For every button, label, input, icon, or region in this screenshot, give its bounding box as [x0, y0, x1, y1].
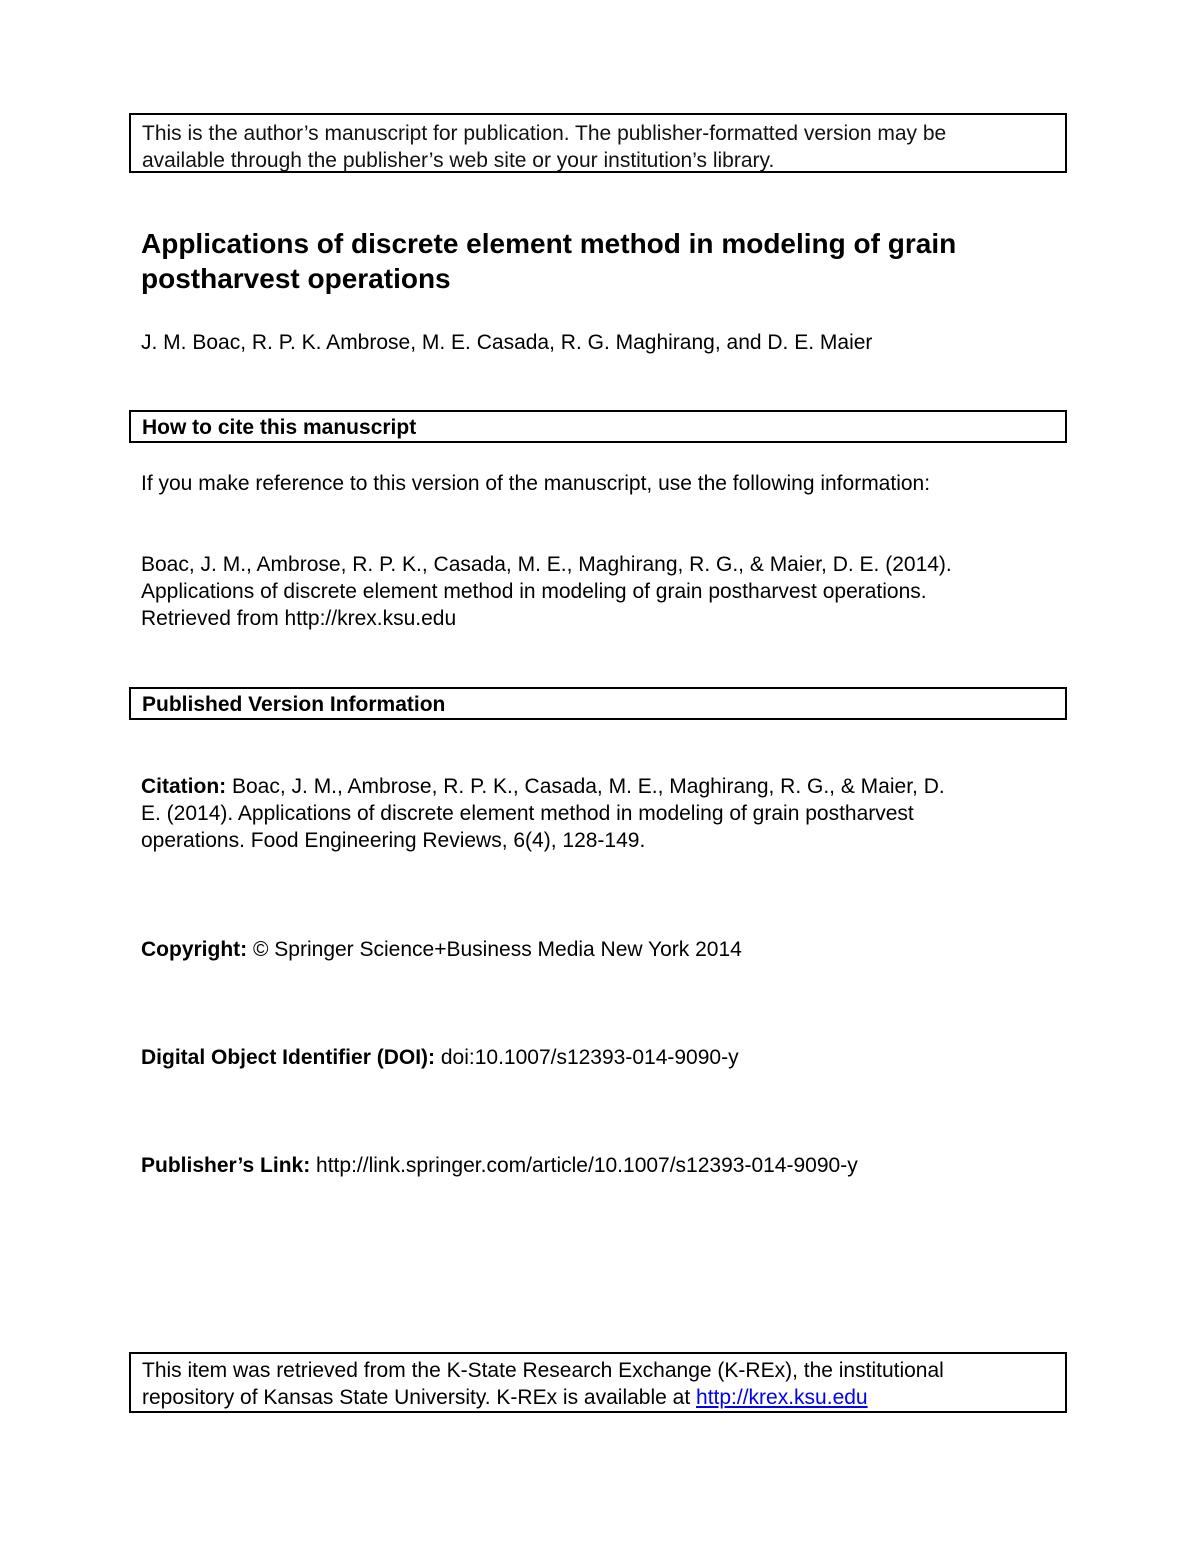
citation-block	[141, 773, 1061, 854]
cite-heading-text: How to cite this manuscript	[142, 416, 417, 439]
doi-label: Digital Object Identifier (DOI):	[141, 1046, 436, 1069]
citation-line-2: E. (2014). Applications of discrete element method in modeling of grain postharvest	[141, 802, 914, 825]
publisher-link-label: Publisher’s Link:	[141, 1154, 311, 1177]
author-list: J. M. Boac, R. P. K. Ambrose, M. E. Casada, R. G. Maghirang, and D. E. Maier	[141, 331, 873, 354]
citation-text-1: Boac, J. M., Ambrose, R. P. K., Casada, M. E., Maghirang, R. G., & Maier, D.	[226, 775, 945, 798]
publisher-link-block	[141, 1152, 1061, 1179]
reference-line-3: Retrieved from http://krex.ksu.edu	[141, 607, 457, 630]
manuscript-notice-box	[129, 113, 1067, 173]
notice-line-1: This is the author’s manuscript for publication. The publisher-formatted version may be	[142, 122, 947, 145]
publisher-link-value[interactable]: http://link.springer.com/article/10.1007/s12393-014-9090-y	[310, 1154, 858, 1177]
published-heading-text: Published Version Information	[142, 693, 446, 716]
title-line-1: Applications of discrete element method in modeling of grain	[141, 228, 957, 259]
footer-line-2	[142, 1384, 1055, 1411]
published-section-heading	[129, 687, 1067, 720]
copyright-value: © Springer Science+Business Media New York 2014	[247, 938, 742, 961]
repository-footer-box	[129, 1352, 1067, 1413]
cite-section-heading	[129, 410, 1067, 443]
title-line-2: postharvest operations	[141, 263, 451, 294]
reference-line-2: Applications of discrete element method in modeling of grain postharvest operations.	[141, 580, 927, 603]
krex-link[interactable]: http://krex.ksu.edu	[696, 1386, 868, 1409]
cite-reference	[141, 551, 1061, 632]
reference-line-1: Boac, J. M., Ambrose, R. P. K., Casada, M. E., Maghirang, R. G., & Maier, D. E. (2014).	[141, 553, 952, 576]
doi-value: doi:10.1007/s12393-014-9090-y	[435, 1046, 739, 1069]
footer-line-2-text: repository of Kansas State University. K-REx is available at	[142, 1386, 697, 1409]
doi-block	[141, 1044, 1061, 1071]
copyright-block	[141, 936, 1061, 963]
citation-line-3: operations. Food Engineering Reviews, 6(4), 128-149.	[141, 829, 646, 852]
notice-line-2: available through the publisher’s web site or your institution’s library.	[142, 149, 775, 172]
citation-label: Citation:	[141, 775, 227, 798]
copyright-label: Copyright:	[141, 938, 248, 961]
citation-line-1	[141, 773, 1061, 800]
cite-intro: If you make reference to this version of the manuscript, use the following information:	[141, 472, 931, 495]
footer-line-1: This item was retrieved from the K-State Research Exchange (K-REx), the institutional	[142, 1359, 944, 1382]
document-title	[141, 226, 1071, 296]
